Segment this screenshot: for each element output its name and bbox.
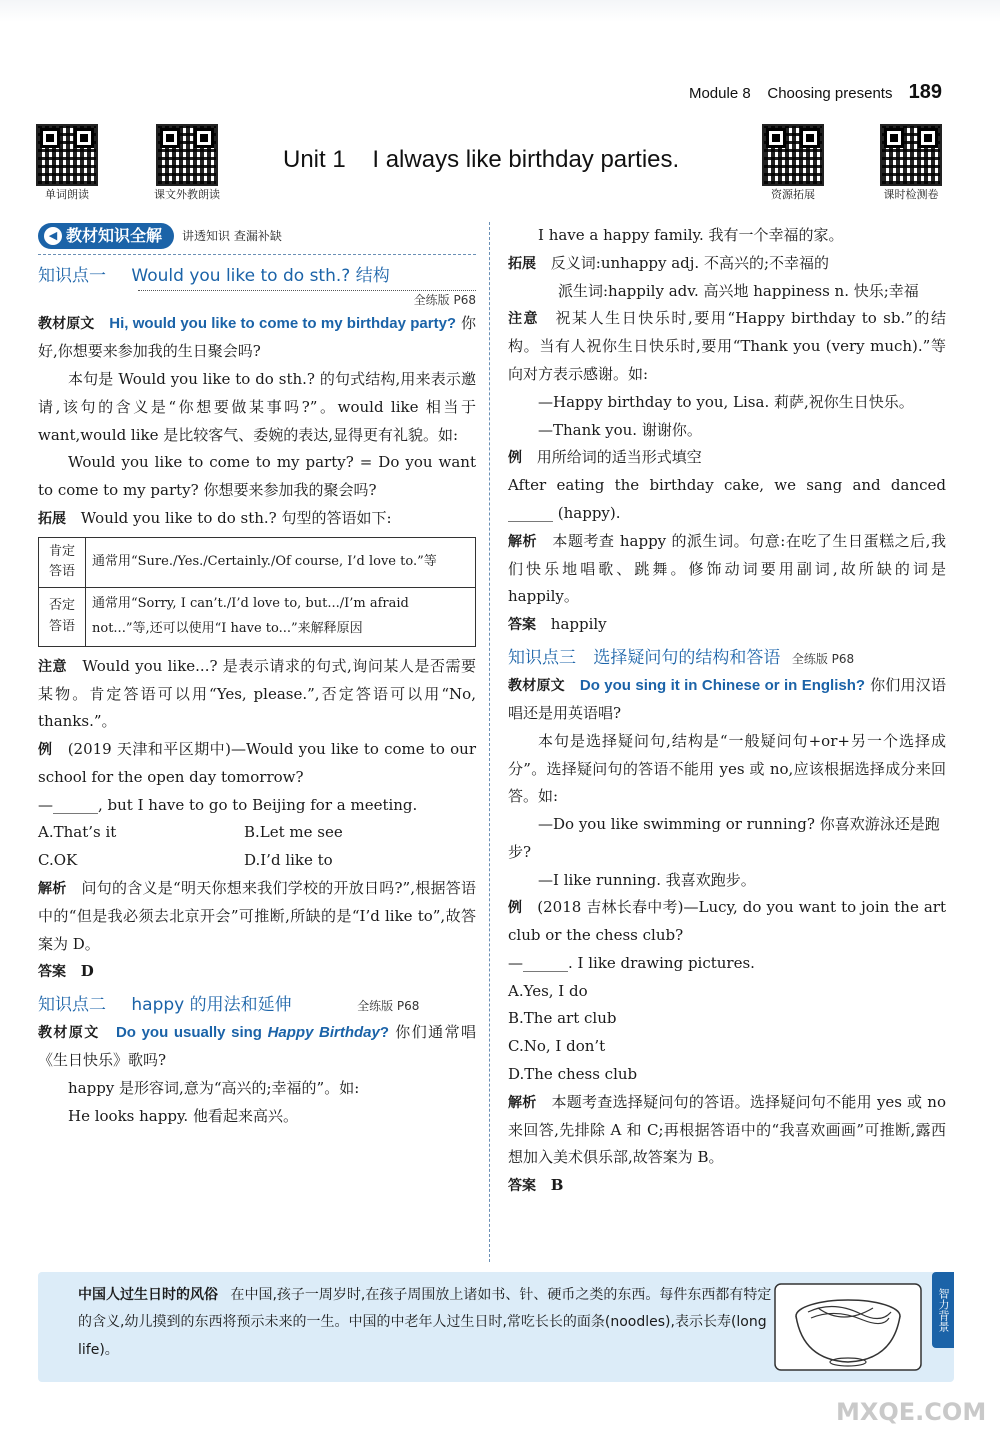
kp1-original-en: Hi, would you like to come to my birthday party? <box>109 315 457 333</box>
tag-label: 注意 <box>38 658 68 675</box>
top-strip <box>0 0 1000 22</box>
kp1-example-sentence: Would you like to come to my party? = Do you want to come to my party? 你想要来参加我的聚会吗? <box>38 453 476 500</box>
kp2-heading: happy 的用法和延伸 <box>131 995 292 1016</box>
kp2-example-instruction: 用所给词的适当形式填空 <box>536 448 702 467</box>
qr-code-resources[interactable] <box>762 124 824 202</box>
tag-label: 例 <box>508 450 522 467</box>
qr-caption: 课时检测卷 <box>883 188 939 201</box>
kp2-original-mark: ? <box>379 1024 390 1042</box>
kp3-number: 知识点三 <box>508 647 576 668</box>
kp2-extension-1 <box>508 250 946 278</box>
kp1-explanation: 本句是 Would you like to do sth.? 的句式结构,用来表示邀请,该句的含义是“你想要做某事吗?”。would like 相当于 want,would like 是比较客气、委婉的表达,显得更有礼貌。如: <box>38 370 476 444</box>
section-badge <box>38 222 476 250</box>
kp1-heading: Would you like to do sth.? 结构 <box>131 266 390 286</box>
kp3-example <box>508 894 946 950</box>
module-label: Module 8 <box>688 85 751 102</box>
background-info-title: 中国人过生日时的风俗 <box>78 1287 218 1303</box>
left-column <box>38 222 476 1131</box>
option: D.The chess club <box>508 1064 638 1083</box>
kp3-original-en: Do you sing it in Chinese or in English? <box>579 677 866 695</box>
qr-code-word-reading[interactable] <box>36 124 98 202</box>
running-head <box>689 74 942 111</box>
option: C.No, I don’t <box>508 1037 606 1056</box>
tag-label: 解析 <box>38 880 67 897</box>
watermark: MXQE.COM <box>836 1398 987 1426</box>
noodle-bowl-icon <box>773 1282 923 1372</box>
kp3-example-blank: —______. I like drawing pictures. <box>508 953 755 972</box>
page-number: 189 <box>908 81 942 103</box>
section-tagline: 讲透知识 查漏补缺 <box>182 228 282 243</box>
table-cell: 通常用“Sorry, I can’t./I’d love to, but.../I’m afraid not...”等,还可以使用“I have to...”来解释原因 <box>86 588 476 646</box>
kp2-dialog-2: —Thank you. 谢谢你。 <box>538 420 702 439</box>
tag-label: 拓展 <box>38 510 66 527</box>
kp3-analysis-text: 本题考查选择疑问句的答语。选择疑问句不能用 yes 或 no 来回答,先排除 A 和 C;再根据答语中的“我喜欢画画”可推断,露西想加入美术俱乐部,故答案为 B。 <box>508 1092 946 1167</box>
kp1-analysis-text: 问句的含义是“明天你想来我们学校的开放日吗?”,根据答语中的“但是我必须去北京开会”可推断,所缺的是“I’d like to”,故答案为 D。 <box>38 878 477 953</box>
table-row <box>39 588 476 646</box>
kp1-answer-value: D <box>80 962 94 981</box>
qr-code-icon <box>762 124 824 186</box>
option: B.Let me see <box>244 823 343 842</box>
kp1-analysis <box>38 875 476 958</box>
qr-caption: 单词朗读 <box>45 188 89 201</box>
kp1-ref: 全练版 P68 <box>138 290 476 310</box>
kp3-original-cn: 你们用汉语唱还是用英语唱? <box>508 676 946 723</box>
tag-label: 答案 <box>508 617 536 634</box>
qr-code-quiz[interactable] <box>880 124 942 202</box>
tag-label: 答案 <box>38 964 66 981</box>
kp1-extension <box>38 505 476 533</box>
kp2-example <box>508 444 946 472</box>
kp2-analysis-text: 本题考查 happy 的派生词。句意:在吃了生日蛋糕之后,我们快乐地唱歌、跳舞。修饰动词要用副词,故所缺的词是 happily。 <box>508 531 946 606</box>
option: D.I’d like to <box>244 851 333 870</box>
kp2-extension-2: 派生词:happily adv. 高兴地 happiness n. 快乐;幸福 <box>558 281 919 300</box>
kp1-example-question: (2019 天津和平区期中)—Would you like to come to our school for the open day tomorrow? <box>38 740 477 786</box>
qr-caption: 课文外教朗读 <box>154 188 220 201</box>
kp3-title <box>508 645 946 672</box>
kp2-answer-value: happily <box>550 615 607 634</box>
kp3-dialog-2: —I like running. 我喜欢跑步。 <box>538 870 756 889</box>
kp1-title <box>38 263 476 290</box>
background-info-box <box>38 1272 954 1382</box>
kp1-original <box>38 310 476 366</box>
tag-label: 例 <box>508 900 523 917</box>
kp2-note-text: 祝某人生日快乐时,要用“Happy birthday to sb.”的结构。当有人祝你生日快乐时,要用“Thank you (very much).”等向对方表示感谢。如: <box>508 309 946 384</box>
kp2-ref: 全练版 P68 <box>357 999 420 1014</box>
kp2-antonym: 反义词:unhappy adj. 不高兴的;不幸福的 <box>550 253 829 272</box>
speaker-icon: ◀ <box>44 227 62 245</box>
qr-code-icon <box>156 124 218 186</box>
section-pill <box>38 223 174 249</box>
tag-label: 答案 <box>508 1178 536 1195</box>
table-cell: 通常用“Sure./Yes./Certainly./Of course, I’d love to.”等 <box>86 537 476 588</box>
option: C.OK <box>38 851 78 870</box>
tag-label: 拓展 <box>508 255 536 272</box>
qr-code-icon <box>880 124 942 186</box>
tag-label: 教材原文 <box>38 316 95 333</box>
option: A.Yes, I do <box>508 981 588 1000</box>
kp1-answer <box>38 958 476 986</box>
background-info-body: 在中国,孩子一周岁时,在孩子周围放上诸如书、针、硬币之类的东西。每件东西都有特定的含义,幼儿摸到的东西将预示未来的一生。中国的中老年人过生日时,常吃长长的面条(noodles),表示长寿(long life)。 <box>78 1287 772 1358</box>
kp1-number: 知识点一 <box>38 266 106 286</box>
kp1-extension-text: Would you like to do sth.? 句型的答语如下: <box>80 508 392 527</box>
option: A.That’s it <box>38 823 117 842</box>
kp1-example <box>38 736 476 792</box>
kp2-original <box>38 1019 476 1075</box>
kp2-analysis <box>508 528 946 611</box>
kp3-original <box>508 672 946 728</box>
tag-label: 教材原文 <box>508 678 565 695</box>
tag-label: 注意 <box>508 311 540 328</box>
kp1-options <box>38 819 476 875</box>
qr-caption: 资源拓展 <box>771 188 815 201</box>
option: B.The art club <box>508 1009 617 1028</box>
kp3-ref: 全练版 P68 <box>791 651 855 666</box>
table-row <box>39 537 476 588</box>
right-column <box>508 222 946 1200</box>
unit-title: Unit 1 I always like birthday parties. <box>283 146 680 173</box>
kp2-original-song: Happy Birthday <box>267 1024 380 1042</box>
kp2-original-en: Do you usually sing <box>115 1024 268 1042</box>
kp2-title <box>38 992 476 1019</box>
tag-label: 解析 <box>508 1094 537 1111</box>
kp2-original-cn: 你们通常唱《生日快乐》歌吗? <box>38 1023 477 1070</box>
kp1-answer-table <box>38 537 476 647</box>
section-title: 教材知识全解 <box>66 226 163 245</box>
tag-label: 教材原文 <box>38 1025 100 1042</box>
kp3-example-question: (2018 吉林长春中考)—Lucy, do you want to join the art club or the chess club? <box>508 898 946 945</box>
kp1-note-text: Would you like...? 是表示请求的句式,询问某人是否需要某物。肯定答语可以用“Yes, please.”,否定答语可以用“No, thanks.”。 <box>38 656 476 731</box>
kp2-dialog-1: —Happy birthday to you, Lisa. 莉萨,祝你生日快乐。 <box>538 392 914 411</box>
qr-code-icon <box>36 124 98 186</box>
kp1-original-cn: 你好,你想要来参加我的生日聚会吗? <box>38 314 476 361</box>
kp3-dialog-1: —Do you like swimming or running? 你喜欢游泳还是跑步? <box>508 815 940 861</box>
kp3-analysis <box>508 1089 946 1172</box>
kp3-answer <box>508 1172 946 1200</box>
tag-label: 解析 <box>508 533 538 550</box>
kp2-answer <box>508 611 946 639</box>
side-tab: 智力背景 <box>932 1272 954 1348</box>
tag-label: 例 <box>38 742 53 759</box>
badge-rule <box>38 254 476 255</box>
module-title: Choosing presents <box>767 85 893 102</box>
kp1-example-blank: —______, but I have to go to Beijing for a meeting. <box>38 795 418 814</box>
kp3-heading: 选择疑问句的结构和答语 <box>593 647 781 668</box>
kp3-options <box>508 978 946 1089</box>
kp1-note <box>38 653 476 736</box>
kp2-example-question: After eating the birthday cake, we sang and danced ______ (happy). <box>508 476 946 522</box>
background-info-text <box>78 1282 778 1364</box>
kp2-explanation: happy 是形容词,意为“高兴的;幸福的”。如: <box>68 1079 360 1098</box>
kp2-note <box>508 305 946 388</box>
kp2-example-2: I have a happy family. 我有一个幸福的家。 <box>538 226 844 244</box>
kp3-answer-value: B <box>550 1176 564 1195</box>
qr-code-text-reading[interactable] <box>156 124 218 202</box>
kp2-number: 知识点二 <box>38 995 106 1016</box>
table-head: 肯定答语 <box>39 537 86 588</box>
column-divider <box>489 222 490 1262</box>
table-head: 否定答语 <box>39 588 86 646</box>
kp2-example-1: He looks happy. 他看起来高兴。 <box>68 1106 298 1125</box>
kp3-explanation: 本句是选择疑问句,结构是“一般疑问句+or+另一个选择成分”。选择疑问句的答语不能用 yes 或 no,应该根据选择成分来回答。如: <box>508 731 946 806</box>
